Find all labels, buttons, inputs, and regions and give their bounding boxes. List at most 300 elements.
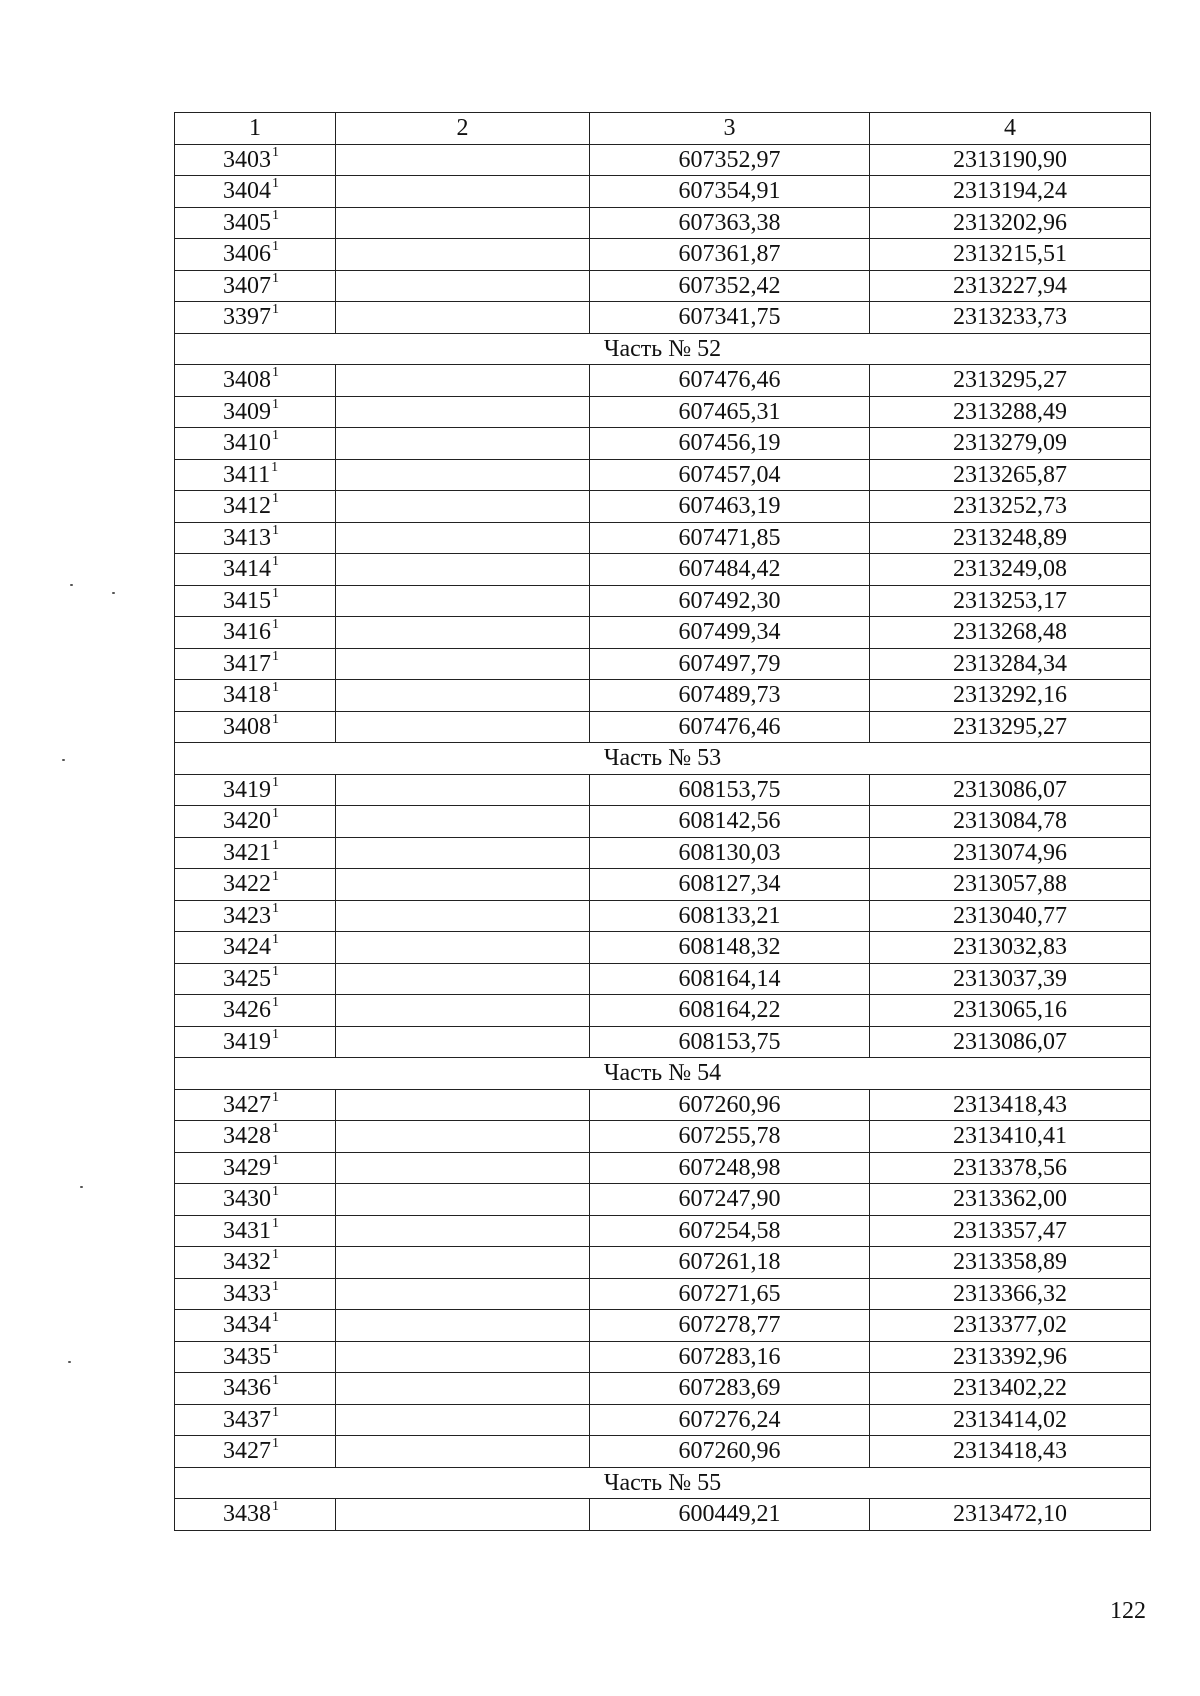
- part-header: [175, 743, 1151, 775]
- y-coordinate-cell: 2313249,08: [870, 554, 1151, 586]
- part-header: [175, 1058, 1151, 1090]
- y-coordinate-cell: 2313086,07: [870, 1026, 1151, 1058]
- empty-cell: [336, 522, 590, 554]
- table-row: [175, 837, 1151, 869]
- table-row: [175, 1341, 1151, 1373]
- empty-cell: [336, 302, 590, 334]
- point-number: 3405: [223, 209, 271, 236]
- empty-cell: [336, 365, 590, 397]
- point-number: 3419: [223, 776, 271, 803]
- point-number: 3430: [223, 1186, 271, 1213]
- part-label: Часть №: [603, 745, 698, 772]
- point-number-superscript: 1: [272, 1152, 279, 1168]
- table-row: [175, 1404, 1151, 1436]
- table-row: [175, 1215, 1151, 1247]
- x-coordinate-cell: 607354,91: [590, 176, 870, 208]
- empty-cell: [336, 1089, 590, 1121]
- point-number-cell: [175, 1341, 336, 1373]
- scan-speck: [80, 1186, 83, 1188]
- x-coordinate-cell: 600449,21: [590, 1499, 870, 1531]
- y-coordinate-cell: 2313037,39: [870, 963, 1151, 995]
- y-coordinate-cell: 2313288,49: [870, 396, 1151, 428]
- point-number-superscript: 1: [272, 932, 279, 948]
- point-number-superscript: 1: [272, 239, 279, 255]
- table-row: [175, 774, 1151, 806]
- x-coordinate-cell: 607283,16: [590, 1341, 870, 1373]
- table-row: [175, 1436, 1151, 1468]
- y-coordinate-cell: 2313084,78: [870, 806, 1151, 838]
- table-row: [175, 239, 1151, 271]
- x-coordinate-cell: 607499,34: [590, 617, 870, 649]
- point-number: 3425: [223, 965, 271, 992]
- x-coordinate-cell: 608133,21: [590, 900, 870, 932]
- point-number-superscript: 1: [272, 270, 279, 286]
- point-number-superscript: 1: [272, 1404, 279, 1420]
- part-header-row: [175, 743, 1151, 775]
- y-coordinate-cell: 2313065,16: [870, 995, 1151, 1027]
- table-row: [175, 711, 1151, 743]
- point-number-cell: [175, 522, 336, 554]
- table-row: [175, 1373, 1151, 1405]
- point-number-superscript: 1: [272, 428, 279, 444]
- point-number-superscript: 1: [272, 1215, 279, 1231]
- point-number-superscript: 1: [272, 995, 279, 1011]
- x-coordinate-cell: 607497,79: [590, 648, 870, 680]
- empty-cell: [336, 1499, 590, 1531]
- point-number: 3416: [223, 619, 271, 646]
- point-number-cell: [175, 900, 336, 932]
- point-number-superscript: 1: [272, 491, 279, 507]
- empty-cell: [336, 900, 590, 932]
- point-number-superscript: 1: [272, 963, 279, 979]
- point-number-cell: [175, 617, 336, 649]
- table-row: [175, 1121, 1151, 1153]
- y-coordinate-cell: 2313253,17: [870, 585, 1151, 617]
- y-coordinate-cell: 2313414,02: [870, 1404, 1151, 1436]
- point-number-superscript: 1: [272, 648, 279, 664]
- empty-cell: [336, 270, 590, 302]
- point-number-superscript: 1: [272, 1499, 279, 1515]
- y-coordinate-cell: 2313248,89: [870, 522, 1151, 554]
- point-number: 3415: [223, 587, 271, 614]
- table-row: [175, 1278, 1151, 1310]
- point-number-cell: [175, 837, 336, 869]
- point-number: 3408: [223, 713, 271, 740]
- point-number-cell: [175, 176, 336, 208]
- x-coordinate-cell: 607276,24: [590, 1404, 870, 1436]
- point-number: 3431: [223, 1217, 271, 1244]
- part-label: Часть №: [603, 1469, 698, 1496]
- x-coordinate-cell: 608130,03: [590, 837, 870, 869]
- point-number-superscript: 1: [272, 554, 279, 570]
- x-coordinate-cell: 607471,85: [590, 522, 870, 554]
- part-number: 52: [697, 335, 722, 362]
- point-number-cell: [175, 1499, 336, 1531]
- point-number-superscript: 1: [271, 459, 279, 475]
- y-coordinate-cell: 2313086,07: [870, 774, 1151, 806]
- point-number-cell: [175, 1089, 336, 1121]
- x-coordinate-cell: 607484,42: [590, 554, 870, 586]
- scan-speck: [62, 759, 65, 761]
- x-coordinate-cell: 607457,04: [590, 459, 870, 491]
- x-coordinate-cell: 607254,58: [590, 1215, 870, 1247]
- table-row: [175, 1026, 1151, 1058]
- x-coordinate-cell: 607255,78: [590, 1121, 870, 1153]
- point-number: 3414: [223, 556, 271, 583]
- scan-speck: [70, 584, 73, 586]
- table-row: [175, 1089, 1151, 1121]
- point-number-superscript: 1: [272, 176, 279, 192]
- table-row: [175, 900, 1151, 932]
- x-coordinate-cell: 607261,18: [590, 1247, 870, 1279]
- scan-speck: [68, 1361, 71, 1363]
- point-number-cell: [175, 491, 336, 523]
- point-number-cell: [175, 1152, 336, 1184]
- point-number: 3434: [223, 1312, 271, 1339]
- part-number: 53: [697, 745, 722, 772]
- y-coordinate-cell: 2313215,51: [870, 239, 1151, 271]
- empty-cell: [336, 1247, 590, 1279]
- table-row: [175, 1184, 1151, 1216]
- header-cell-3: 3: [590, 113, 870, 145]
- table-row: [175, 522, 1151, 554]
- empty-cell: [336, 554, 590, 586]
- part-number: 55: [697, 1469, 722, 1496]
- empty-cell: [336, 491, 590, 523]
- point-number-cell: [175, 302, 336, 334]
- point-number-cell: [175, 1404, 336, 1436]
- point-number-cell: [175, 774, 336, 806]
- point-number-superscript: 1: [272, 617, 279, 633]
- point-number-cell: [175, 1026, 336, 1058]
- y-coordinate-cell: 2313057,88: [870, 869, 1151, 901]
- table-row: [175, 207, 1151, 239]
- point-number-cell: [175, 711, 336, 743]
- point-number-cell: [175, 1121, 336, 1153]
- point-number: 3432: [223, 1249, 271, 1276]
- empty-cell: [336, 428, 590, 460]
- x-coordinate-cell: 608164,22: [590, 995, 870, 1027]
- point-number: 3407: [223, 272, 271, 299]
- point-number-cell: [175, 1215, 336, 1247]
- point-number: 3406: [223, 241, 271, 268]
- point-number-cell: [175, 554, 336, 586]
- empty-cell: [336, 1373, 590, 1405]
- table-row: [175, 270, 1151, 302]
- point-number: 3403: [223, 146, 271, 173]
- y-coordinate-cell: 2313418,43: [870, 1089, 1151, 1121]
- empty-cell: [336, 1121, 590, 1153]
- table-row: [175, 1152, 1151, 1184]
- point-number-cell: [175, 396, 336, 428]
- x-coordinate-cell: 607476,46: [590, 365, 870, 397]
- point-number-cell: [175, 270, 336, 302]
- point-number-cell: [175, 1247, 336, 1279]
- point-number-cell: [175, 995, 336, 1027]
- table-row: [175, 459, 1151, 491]
- header-row: [175, 113, 1151, 145]
- x-coordinate-cell: 607278,77: [590, 1310, 870, 1342]
- point-number-cell: [175, 1278, 336, 1310]
- y-coordinate-cell: 2313074,96: [870, 837, 1151, 869]
- x-coordinate-cell: 607463,19: [590, 491, 870, 523]
- point-number: 3421: [223, 839, 271, 866]
- point-number: 3417: [223, 650, 271, 677]
- point-number: 3404: [223, 178, 271, 205]
- part-label: Часть №: [603, 1060, 698, 1087]
- empty-cell: [336, 1341, 590, 1373]
- y-coordinate-cell: 2313377,02: [870, 1310, 1151, 1342]
- point-number: 3426: [223, 997, 271, 1024]
- point-number-cell: [175, 1184, 336, 1216]
- table-row: [175, 648, 1151, 680]
- point-number-superscript: 1: [272, 1310, 279, 1326]
- point-number-superscript: 1: [272, 1278, 279, 1294]
- table-row: [175, 554, 1151, 586]
- empty-cell: [336, 239, 590, 271]
- empty-cell: [336, 176, 590, 208]
- part-header: [175, 333, 1151, 365]
- x-coordinate-cell: 607341,75: [590, 302, 870, 334]
- point-number-superscript: 1: [272, 1436, 279, 1452]
- y-coordinate-cell: 2313194,24: [870, 176, 1151, 208]
- point-number-superscript: 1: [272, 869, 279, 885]
- page-number: 122: [1110, 1598, 1146, 1624]
- point-number: 3418: [223, 682, 271, 709]
- point-number-cell: [175, 1310, 336, 1342]
- x-coordinate-cell: 607247,90: [590, 1184, 870, 1216]
- header-cell-1: 1: [175, 113, 336, 145]
- x-coordinate-cell: 608153,75: [590, 1026, 870, 1058]
- empty-cell: [336, 837, 590, 869]
- point-number: 3419: [223, 1028, 271, 1055]
- empty-cell: [336, 680, 590, 712]
- part-header-row: [175, 1467, 1151, 1499]
- point-number: 3413: [223, 524, 271, 551]
- empty-cell: [336, 1436, 590, 1468]
- x-coordinate-cell: 607260,96: [590, 1436, 870, 1468]
- empty-cell: [336, 1184, 590, 1216]
- y-coordinate-cell: 2313233,73: [870, 302, 1151, 334]
- x-coordinate-cell: 608127,34: [590, 869, 870, 901]
- point-number: 3412: [223, 493, 271, 520]
- point-number-superscript: 1: [272, 711, 279, 727]
- part-header-row: [175, 333, 1151, 365]
- point-number: 3423: [223, 902, 271, 929]
- point-number-superscript: 1: [272, 1184, 279, 1200]
- y-coordinate-cell: 2313357,47: [870, 1215, 1151, 1247]
- empty-cell: [336, 459, 590, 491]
- empty-cell: [336, 774, 590, 806]
- y-coordinate-cell: 2313362,00: [870, 1184, 1151, 1216]
- table-row: [175, 617, 1151, 649]
- point-number-cell: [175, 428, 336, 460]
- table-row: [175, 680, 1151, 712]
- y-coordinate-cell: 2313284,34: [870, 648, 1151, 680]
- table-row: [175, 176, 1151, 208]
- point-number-cell: [175, 1373, 336, 1405]
- header-cell-2: 2: [336, 113, 590, 145]
- empty-cell: [336, 806, 590, 838]
- point-number: 3424: [223, 934, 271, 961]
- empty-cell: [336, 1215, 590, 1247]
- y-coordinate-cell: 2313295,27: [870, 365, 1151, 397]
- table-row: [175, 1247, 1151, 1279]
- point-number: 3428: [223, 1123, 271, 1150]
- point-number-superscript: 1: [272, 1373, 279, 1389]
- x-coordinate-cell: 607260,96: [590, 1089, 870, 1121]
- x-coordinate-cell: 607489,73: [590, 680, 870, 712]
- table-row: [175, 869, 1151, 901]
- y-coordinate-cell: 2313410,41: [870, 1121, 1151, 1153]
- point-number: 3435: [223, 1343, 271, 1370]
- point-number-cell: [175, 869, 336, 901]
- coordinates-table-body: [175, 113, 1151, 1531]
- empty-cell: [336, 617, 590, 649]
- table-row: [175, 144, 1151, 176]
- empty-cell: [336, 585, 590, 617]
- scan-speck: [112, 592, 115, 594]
- empty-cell: [336, 711, 590, 743]
- y-coordinate-cell: 2313040,77: [870, 900, 1151, 932]
- x-coordinate-cell: 607363,38: [590, 207, 870, 239]
- point-number: 3427: [223, 1091, 271, 1118]
- y-coordinate-cell: 2313392,96: [870, 1341, 1151, 1373]
- table-row: [175, 585, 1151, 617]
- y-coordinate-cell: 2313268,48: [870, 617, 1151, 649]
- table-row: [175, 963, 1151, 995]
- y-coordinate-cell: 2313279,09: [870, 428, 1151, 460]
- y-coordinate-cell: 2313190,90: [870, 144, 1151, 176]
- y-coordinate-cell: 2313295,27: [870, 711, 1151, 743]
- point-number: 3429: [223, 1154, 271, 1181]
- x-coordinate-cell: 607283,69: [590, 1373, 870, 1405]
- point-number-cell: [175, 680, 336, 712]
- header-cell-4: 4: [870, 113, 1151, 145]
- point-number-superscript: 1: [272, 144, 279, 160]
- point-number-superscript: 1: [272, 207, 279, 223]
- empty-cell: [336, 1310, 590, 1342]
- x-coordinate-cell: 607465,31: [590, 396, 870, 428]
- point-number-cell: [175, 239, 336, 271]
- empty-cell: [336, 1404, 590, 1436]
- part-label: Часть №: [603, 335, 698, 362]
- table-row: [175, 1310, 1151, 1342]
- x-coordinate-cell: 607248,98: [590, 1152, 870, 1184]
- x-coordinate-cell: 607361,87: [590, 239, 870, 271]
- x-coordinate-cell: 607352,42: [590, 270, 870, 302]
- y-coordinate-cell: 2313252,73: [870, 491, 1151, 523]
- point-number-cell: [175, 207, 336, 239]
- point-number-superscript: 1: [272, 302, 279, 318]
- point-number-superscript: 1: [272, 1026, 279, 1042]
- point-number-cell: [175, 1436, 336, 1468]
- x-coordinate-cell: 607456,19: [590, 428, 870, 460]
- table-row: [175, 491, 1151, 523]
- point-number-cell: [175, 806, 336, 838]
- y-coordinate-cell: 2313366,32: [870, 1278, 1151, 1310]
- point-number-superscript: 1: [272, 1089, 279, 1105]
- point-number: 3438: [223, 1501, 271, 1528]
- point-number-cell: [175, 648, 336, 680]
- table-row: [175, 932, 1151, 964]
- point-number-superscript: 1: [272, 365, 279, 381]
- part-header: [175, 1467, 1151, 1499]
- point-number: 3436: [223, 1375, 271, 1402]
- point-number: 3409: [223, 398, 271, 425]
- part-number: 54: [697, 1060, 722, 1087]
- point-number: 3411: [223, 461, 271, 488]
- point-number-superscript: 1: [272, 900, 279, 916]
- point-number-superscript: 1: [272, 774, 279, 790]
- empty-cell: [336, 396, 590, 428]
- x-coordinate-cell: 608153,75: [590, 774, 870, 806]
- point-number: 3410: [223, 430, 271, 457]
- empty-cell: [336, 1278, 590, 1310]
- table-row: [175, 302, 1151, 334]
- x-coordinate-cell: 608164,14: [590, 963, 870, 995]
- empty-cell: [336, 648, 590, 680]
- empty-cell: [336, 1026, 590, 1058]
- y-coordinate-cell: 2313472,10: [870, 1499, 1151, 1531]
- y-coordinate-cell: 2313265,87: [870, 459, 1151, 491]
- table-row: [175, 428, 1151, 460]
- empty-cell: [336, 144, 590, 176]
- point-number-superscript: 1: [272, 680, 279, 696]
- empty-cell: [336, 963, 590, 995]
- point-number-superscript: 1: [272, 522, 279, 538]
- y-coordinate-cell: 2313292,16: [870, 680, 1151, 712]
- point-number-cell: [175, 365, 336, 397]
- x-coordinate-cell: 607476,46: [590, 711, 870, 743]
- point-number-cell: [175, 585, 336, 617]
- point-number-superscript: 1: [272, 1247, 279, 1263]
- empty-cell: [336, 995, 590, 1027]
- point-number-cell: [175, 459, 336, 491]
- point-number: 3397: [223, 304, 271, 331]
- point-number-superscript: 1: [272, 585, 279, 601]
- point-number: 3437: [223, 1406, 271, 1433]
- coordinates-table: [174, 112, 1151, 1531]
- y-coordinate-cell: 2313032,83: [870, 932, 1151, 964]
- x-coordinate-cell: 608142,56: [590, 806, 870, 838]
- y-coordinate-cell: 2313202,96: [870, 207, 1151, 239]
- x-coordinate-cell: 608148,32: [590, 932, 870, 964]
- empty-cell: [336, 932, 590, 964]
- y-coordinate-cell: 2313418,43: [870, 1436, 1151, 1468]
- x-coordinate-cell: 607352,97: [590, 144, 870, 176]
- point-number: 3433: [223, 1280, 271, 1307]
- point-number-cell: [175, 963, 336, 995]
- point-number-superscript: 1: [272, 396, 279, 412]
- point-number: 3422: [223, 871, 271, 898]
- point-number: 3408: [223, 367, 271, 394]
- part-header-row: [175, 1058, 1151, 1090]
- y-coordinate-cell: 2313227,94: [870, 270, 1151, 302]
- y-coordinate-cell: 2313402,22: [870, 1373, 1151, 1405]
- x-coordinate-cell: 607271,65: [590, 1278, 870, 1310]
- y-coordinate-cell: 2313358,89: [870, 1247, 1151, 1279]
- table-row: [175, 1499, 1151, 1531]
- empty-cell: [336, 1152, 590, 1184]
- table-row: [175, 396, 1151, 428]
- point-number: 3427: [223, 1438, 271, 1465]
- empty-cell: [336, 869, 590, 901]
- x-coordinate-cell: 607492,30: [590, 585, 870, 617]
- table-row: [175, 995, 1151, 1027]
- point-number-superscript: 1: [272, 1121, 279, 1137]
- table-row: [175, 806, 1151, 838]
